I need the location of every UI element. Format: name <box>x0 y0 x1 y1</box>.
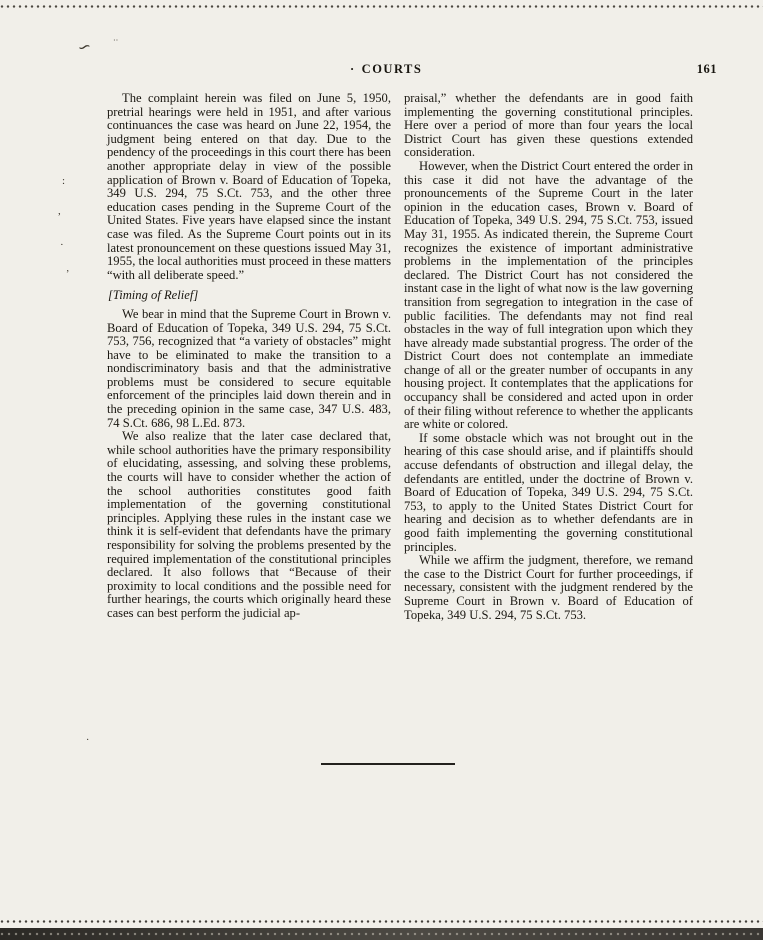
scan-edge-band <box>0 928 763 940</box>
section-divider-rule <box>321 763 455 765</box>
page-title: COURTS <box>361 62 423 76</box>
scan-artifact: · <box>86 735 90 746</box>
scan-artifact: ·· <box>113 36 119 45</box>
scan-artifact: : <box>62 175 66 187</box>
paragraph: While we affirm the judgment, therefore, we remand the case to the District Court for further proceedings, if necessary, consistent with the judgment rendered by the Supreme Court in Brown v. Board of Education of Topeka, 349 U.S. 294, 75 S.Ct. 753. <box>404 553 693 622</box>
perforation-dots-bottom <box>0 920 763 923</box>
scan-edge-band-dots <box>0 928 763 940</box>
paragraph: If some obstacle which was not brought out in the hearing of this case should arise, and if plaintiffs should accuse defendants of obstruction and illegal delay, the defendants are entitled, under the doctrine of Brown v. Board of Education of Topeka, 349 U.S. 294, 75 S.Ct. 753, to apply to the United States District Court for hearing and decision as to whether defendants are in good faith implementing the governing constitutional principles. <box>404 430 693 554</box>
scan-artifact: ∽ <box>75 37 94 58</box>
page-number: 161 <box>696 62 717 76</box>
scan-artifact: ’ <box>66 269 70 280</box>
paragraph: However, when the District Court entered the order in this case it did not have the advantage of the pronouncements of the Supreme Court in the later opinion in the education cases, Brown v. Board of Education of Topeka, 349 U.S. 294, 75 S.Ct. 753, issued May 31, 1955. As indicated therein, the Supreme Court recognizes the existence of important administrative problems in the implementation of the principles declared. The District Court has not considered the instant case in the light of what now is the law governing transition from segregation to integration in the case of public facilities. The defendants may not find real obstacles in the way of full integration upon which they have already made substantial progress. The order of the District Court does not contemplate an immediate change of all or the greater number of occupants in any housing project. It contemplates that the applications for occupancy shall be considered and acted upon in order of their filing without reference to whether the applicants are white or colored. <box>404 158 693 432</box>
text-columns <box>107 92 693 622</box>
running-header <box>107 62 717 78</box>
scan-artifact: · <box>60 239 64 251</box>
right-column <box>404 92 693 622</box>
left-column <box>107 92 391 622</box>
paragraph-continuation: praisal,” whether the defendants are in good faith implementing the governing constitutional principles. Here over a period of more than four years the local District Court has given these questions extended consideration. <box>404 91 693 160</box>
paragraph: We also realize that the later case declared that, while school authorities have the primary responsibility of elucidating, assessing, and solving these problems, the courts will have to consider whether the action of the school authorities constitutes good faith implementation of the governing constitutional principles. Applying these rules in the instant case we think it is self-evident that defendants have the primary responsibility for solving the problems presented by the required implementation of the constitutional principles declared. It also follows that “Because of their proximity to local conditions and the possible need for further hearings, the courts which originally heard these cases can best perform the judicial ap- <box>107 429 391 620</box>
header-title-group <box>350 62 422 77</box>
section-heading: [Timing of Relief] <box>108 288 199 303</box>
paragraph: We bear in mind that the Supreme Court in Brown v. Board of Education of Topeka, 349 U.S. 294, 75 S.Ct. 753, 756, recognized that “a variety of obstacles” might have to be eliminated to make the transition to a nondiscriminatory basis and that the administrative problems must be considered to secure equitable enforcement of the principles laid down therein and in the preceding opinion in the same case, 347 U.S. 483, 74 S.Ct. 686, 98 L.Ed. 873. <box>107 306 391 430</box>
scan-artifact: , <box>58 205 61 217</box>
perforation-dots-top <box>0 5 763 8</box>
header-bullet: · <box>350 62 356 76</box>
paragraph: The complaint herein was filed on June 5, 1950, pretrial hearings were held in 1951, and after various continuances the case was heard on June 22, 1954, the judgment being entered on that day. Due to the pendency of the proceedings in this court there has been another appropriate delay in view of the possible application of Brown v. Board of Education of Topeka, 349 U.S. 294, 75 S.Ct. 753, and the other three education cases pending in the Supreme Court of the United States. Five years have elapsed since the instant case was filed. As the Supreme Court points out in its latest pronouncement on these questions issued May 31, 1955, the local authorities must proceed in these matters “with all deliberate speed.” <box>107 91 391 282</box>
